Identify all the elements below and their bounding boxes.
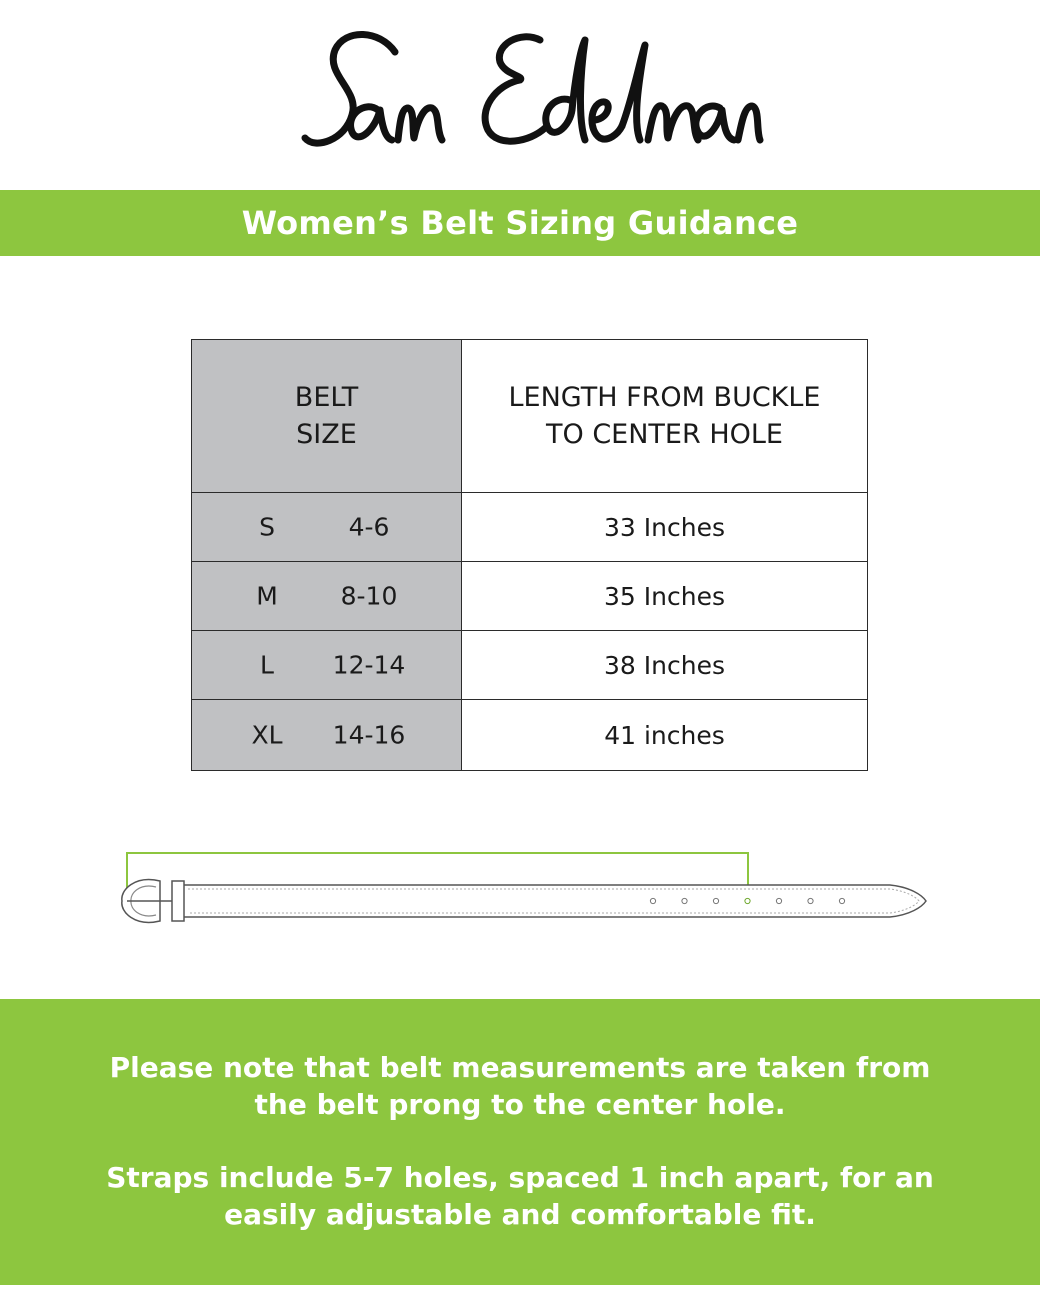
belt-hole <box>808 898 813 903</box>
belt-hole <box>682 898 687 903</box>
size-range: 14-16 <box>332 720 406 750</box>
measurement-note <box>0 1049 1040 1123</box>
belt-hole <box>776 898 781 903</box>
header-belt-size-line2: SIZE <box>296 419 357 450</box>
belt-diagram-icon <box>110 845 940 935</box>
length-cell: 33 Inches <box>462 493 868 562</box>
size-cell <box>192 631 462 700</box>
length-cell: 35 Inches <box>462 562 868 631</box>
header-belt-size-line1: BELT <box>294 382 359 413</box>
size-letter: XL <box>251 720 283 750</box>
table-row <box>192 562 868 631</box>
table-row <box>192 631 868 700</box>
holes-note-line1: Straps include 5-7 holes, spaced 1 inch apart, for an <box>106 1161 934 1194</box>
notes-banner <box>0 999 1040 1285</box>
belt-hole <box>839 898 844 903</box>
belt-hole <box>713 898 718 903</box>
header-length-line2: TO CENTER HOLE <box>546 419 783 450</box>
header-belt-size <box>192 340 462 493</box>
size-letter: M <box>256 581 278 611</box>
length-cell: 41 inches <box>462 700 868 771</box>
size-range: 8-10 <box>340 581 398 611</box>
belt-keeper <box>172 881 184 921</box>
header-length-line1: LENGTH FROM BUCKLE <box>508 382 821 413</box>
page-title: Women’s Belt Sizing Guidance <box>241 204 799 242</box>
holes-note-line2: easily adjustable and comfortable fit. <box>224 1198 816 1231</box>
size-cell <box>192 493 462 562</box>
size-range: 12-14 <box>332 650 406 680</box>
belt-hole <box>745 898 750 903</box>
measurement-note-line2: the belt prong to the center hole. <box>254 1088 786 1121</box>
size-letter: S <box>259 512 275 542</box>
measurement-note-line1: Please note that belt measurements are taken from <box>109 1051 931 1084</box>
belt-hole <box>650 898 655 903</box>
size-cell <box>192 700 462 771</box>
header-length <box>462 340 868 493</box>
size-cell <box>192 562 462 631</box>
brand-logo <box>0 0 1040 190</box>
table-row <box>192 700 868 771</box>
table-row <box>192 493 868 562</box>
length-cell: 38 Inches <box>462 631 868 700</box>
table-header-row <box>192 340 868 493</box>
size-range: 4-6 <box>348 512 390 542</box>
size-letter: L <box>260 650 274 680</box>
sam-edelman-signature-icon <box>0 0 1040 190</box>
belt-size-table <box>191 339 868 771</box>
title-banner <box>0 190 1040 256</box>
holes-note <box>0 1159 1040 1233</box>
